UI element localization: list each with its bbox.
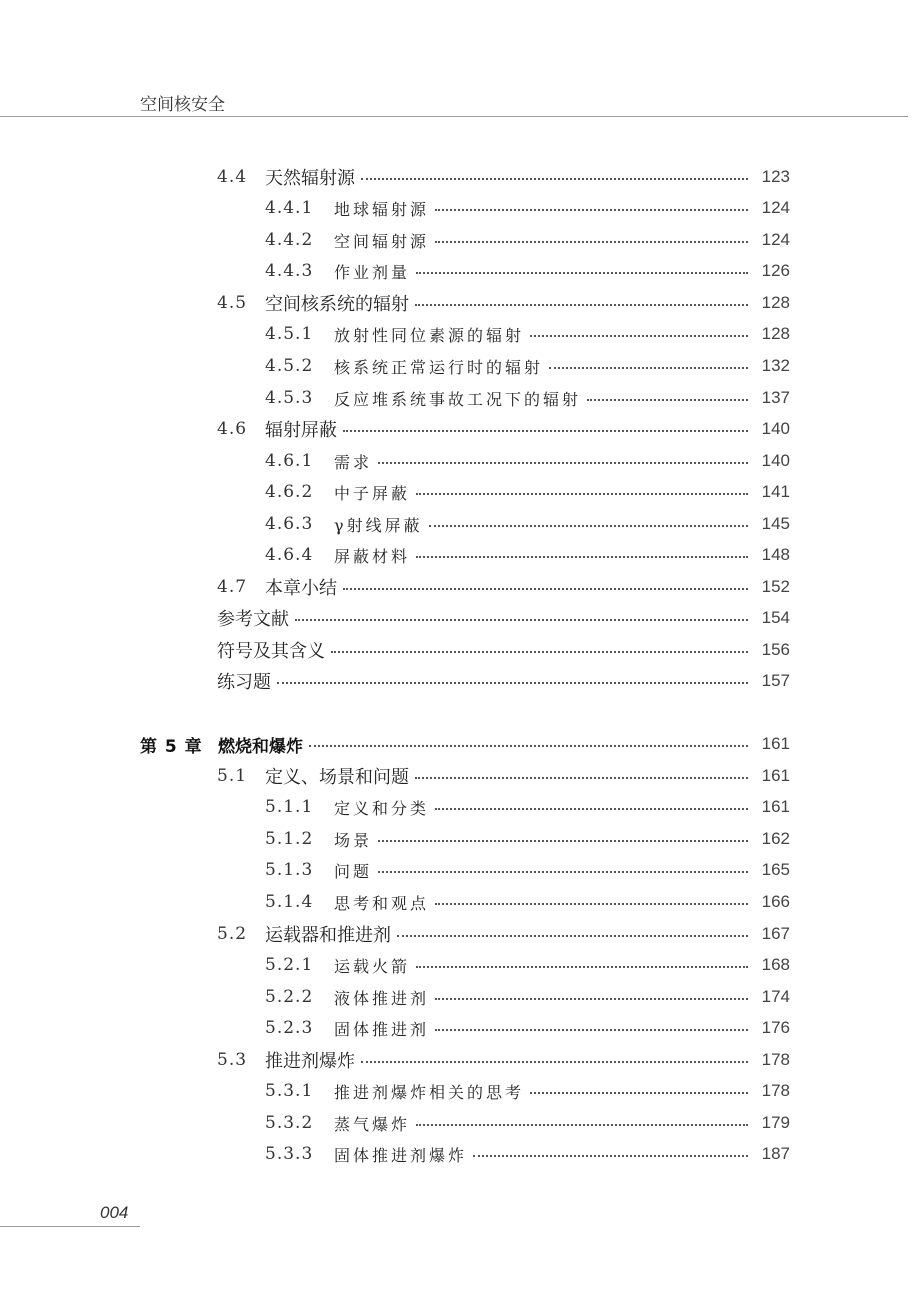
toc-entry-row[interactable] bbox=[0, 1075, 924, 1107]
toc-entry-number: 4.6 bbox=[217, 419, 248, 439]
toc-entry-page: 137 bbox=[761, 388, 790, 407]
toc-leader-dots bbox=[416, 272, 748, 274]
toc-entry-number: 4.6.1 bbox=[265, 451, 314, 471]
toc-entry-row[interactable] bbox=[0, 318, 924, 350]
toc-entry-row[interactable] bbox=[0, 571, 924, 603]
toc-entry-title: 思考和观点 bbox=[334, 891, 433, 914]
toc-entry-number: 第 5 章 bbox=[140, 736, 203, 757]
toc-entry-title: 核系统正常运行时的辐射 bbox=[334, 355, 547, 378]
toc-entry-number: 5.2.3 bbox=[265, 1018, 314, 1038]
toc-entry-title: 场景 bbox=[334, 828, 376, 851]
toc-entry-row[interactable] bbox=[0, 161, 924, 193]
toc-entry-title: 蒸气爆炸 bbox=[334, 1112, 414, 1135]
toc-entry-row[interactable] bbox=[0, 476, 924, 508]
toc-entry-number: 4.5.1 bbox=[265, 324, 314, 344]
toc-entry-row[interactable] bbox=[0, 634, 924, 666]
toc-entry-row[interactable] bbox=[0, 854, 924, 886]
toc-entry-title: 定义、场景和问题 bbox=[265, 763, 413, 789]
toc-entry-row[interactable] bbox=[0, 760, 924, 792]
toc-entry-title: 问题 bbox=[334, 859, 376, 882]
toc-entry-number: 4.5.2 bbox=[265, 356, 314, 376]
toc-entry-page: 168 bbox=[761, 955, 790, 974]
toc-entry-number: 5.1.4 bbox=[265, 892, 314, 912]
toc-entry-row[interactable] bbox=[0, 508, 924, 540]
toc-leader-dots bbox=[416, 493, 748, 495]
toc-entry-page: 140 bbox=[761, 419, 790, 438]
toc-entry-number: 5.1 bbox=[217, 766, 248, 786]
toc-entry-page: 161 bbox=[761, 766, 790, 785]
toc-entry-page: 157 bbox=[761, 671, 790, 690]
toc-entry-page: 162 bbox=[761, 829, 790, 848]
toc-entry-number: 4.4.3 bbox=[265, 261, 314, 281]
toc-entry-title: 固体推进剂爆炸 bbox=[334, 1143, 471, 1166]
toc-entry-page: 141 bbox=[761, 482, 790, 501]
toc-entry-number: 5.1.1 bbox=[265, 797, 314, 817]
toc-entry-number: 4.5.3 bbox=[265, 388, 314, 408]
toc-entry-title: 液体推进剂 bbox=[334, 986, 433, 1009]
toc-entry-title: 屏蔽材料 bbox=[334, 544, 414, 567]
toc-entry-page: 178 bbox=[761, 1050, 790, 1069]
toc-leader-dots bbox=[435, 998, 748, 1000]
toc-entry-number: 5.3 bbox=[217, 1050, 248, 1070]
toc-entry-title: 推进剂爆炸 bbox=[265, 1047, 359, 1073]
toc-entry-title: 作业剂量 bbox=[334, 260, 414, 283]
toc-entry-page: 126 bbox=[761, 261, 790, 280]
toc-entry-number: 5.1.2 bbox=[265, 829, 314, 849]
toc-entry-title: 运载器和推进剂 bbox=[265, 921, 395, 947]
toc-entry-page: 124 bbox=[761, 198, 790, 217]
toc-entry-page: 167 bbox=[761, 924, 790, 943]
toc-entry-page: 128 bbox=[761, 293, 790, 312]
toc-entry-title: 地球辐射源 bbox=[334, 197, 433, 220]
toc-entry-number: 4.4.1 bbox=[265, 198, 314, 218]
toc-entry-page: 179 bbox=[761, 1113, 790, 1132]
toc-entry-number: 4.5 bbox=[217, 293, 248, 313]
toc-leader-dots bbox=[416, 1124, 748, 1126]
toc-entry-page: 156 bbox=[761, 640, 790, 659]
toc-leader-dots bbox=[361, 1061, 748, 1063]
toc-entry-number: 4.4.2 bbox=[265, 230, 314, 250]
toc-entry-page: 165 bbox=[761, 860, 790, 879]
toc-entry-title: 中子屏蔽 bbox=[334, 481, 414, 504]
toc-entry-title: 空间辐射源 bbox=[334, 229, 433, 252]
toc-entry-row[interactable] bbox=[0, 1012, 924, 1044]
toc-entry-page: 166 bbox=[761, 892, 790, 911]
toc-entry-title: 固体推进剂 bbox=[334, 1017, 433, 1040]
toc-entry-number: 4.4 bbox=[217, 167, 248, 187]
toc-entry-page: 176 bbox=[761, 1018, 790, 1037]
toc-entry-title: γ射线屏蔽 bbox=[334, 513, 427, 536]
toc-entry-page: 148 bbox=[761, 545, 790, 564]
toc-leader-dots bbox=[435, 241, 748, 243]
toc-chapter-row[interactable] bbox=[0, 728, 924, 760]
toc-entry-number: 4.7 bbox=[217, 577, 248, 597]
toc-leader-dots bbox=[473, 1155, 748, 1157]
toc-leader-dots bbox=[435, 1029, 748, 1031]
toc-entry-page: 124 bbox=[761, 230, 790, 249]
toc-leader-dots bbox=[277, 682, 748, 684]
toc-entry-row[interactable] bbox=[0, 1138, 924, 1170]
toc-entry-number: 5.2.1 bbox=[265, 955, 314, 975]
toc-entry-page: 152 bbox=[761, 577, 790, 596]
toc-entry-number: 4.6.4 bbox=[265, 545, 314, 565]
toc-entry-number: 5.2.2 bbox=[265, 987, 314, 1007]
toc-entry-page: 140 bbox=[761, 451, 790, 470]
footer-rule bbox=[0, 1226, 140, 1227]
toc-leader-dots bbox=[343, 430, 748, 432]
toc-entry-row[interactable] bbox=[0, 791, 924, 823]
toc-entry-row[interactable] bbox=[0, 918, 924, 950]
toc-entry-row[interactable] bbox=[0, 823, 924, 855]
toc-entry-row[interactable] bbox=[0, 255, 924, 287]
toc-entry-title: 需求 bbox=[334, 450, 376, 473]
toc-entry-row[interactable] bbox=[0, 224, 924, 256]
toc-entry-title: 放射性同位素源的辐射 bbox=[334, 323, 528, 346]
toc-entry-row[interactable] bbox=[0, 192, 924, 224]
toc-entry-title: 运载火箭 bbox=[334, 954, 414, 977]
toc-leader-dots bbox=[361, 178, 748, 180]
toc-leader-dots bbox=[397, 935, 748, 937]
toc-entry-page: 154 bbox=[761, 608, 790, 627]
toc-leader-dots bbox=[331, 651, 748, 653]
toc-leader-dots bbox=[416, 556, 748, 558]
toc-entry-title: 本章小结 bbox=[265, 574, 341, 600]
toc-leader-dots bbox=[530, 1092, 748, 1094]
toc-entry-row[interactable] bbox=[0, 539, 924, 571]
toc-entry-title: 参考文献 bbox=[217, 605, 293, 631]
toc-entry-row[interactable] bbox=[0, 886, 924, 918]
toc-entry-page: 161 bbox=[761, 734, 790, 753]
toc-entry-row[interactable] bbox=[0, 665, 924, 697]
toc-entry-title: 推进剂爆炸相关的思考 bbox=[334, 1080, 528, 1103]
toc-entry-number: 5.3.2 bbox=[265, 1113, 314, 1133]
toc-entry-row[interactable] bbox=[0, 350, 924, 382]
toc-entry-title: 天然辐射源 bbox=[265, 164, 359, 190]
toc-entry-row[interactable] bbox=[0, 981, 924, 1013]
toc-entry-title: 定义和分类 bbox=[334, 796, 433, 819]
toc-entry-title: 燃烧和爆炸 bbox=[218, 732, 307, 757]
toc-entry-page: 128 bbox=[761, 324, 790, 343]
toc-leader-dots bbox=[435, 903, 748, 905]
toc-entry-title: 辐射屏蔽 bbox=[265, 416, 341, 442]
toc-entry-page: 174 bbox=[761, 987, 790, 1006]
header-rule bbox=[0, 116, 908, 117]
toc-entry-title: 练习题 bbox=[217, 668, 275, 694]
toc-entry-number: 4.6.2 bbox=[265, 482, 314, 502]
toc-leader-dots bbox=[378, 840, 748, 842]
running-header-title: 空间核安全 bbox=[140, 95, 225, 115]
toc-leader-dots bbox=[343, 588, 748, 590]
toc-entry-number: 5.3.3 bbox=[265, 1144, 314, 1164]
toc-entry-page: 178 bbox=[761, 1081, 790, 1100]
toc-entry-title: 空间核系统的辐射 bbox=[265, 290, 413, 316]
toc-leader-dots bbox=[378, 871, 748, 873]
toc-entry-row[interactable] bbox=[0, 1107, 924, 1139]
toc-entry-row[interactable] bbox=[0, 949, 924, 981]
toc-leader-dots bbox=[435, 808, 748, 810]
toc-entry-page: 145 bbox=[761, 514, 790, 533]
toc-entry-number: 4.6.3 bbox=[265, 514, 314, 534]
toc-entry-number: 5.1.3 bbox=[265, 860, 314, 880]
toc-leader-dots bbox=[295, 619, 748, 621]
toc-entry-row[interactable] bbox=[0, 413, 924, 445]
toc-leader-dots bbox=[378, 462, 748, 464]
toc-entry-number: 5.2 bbox=[217, 924, 248, 944]
toc-entry-row[interactable] bbox=[0, 445, 924, 477]
toc-leader-dots bbox=[416, 966, 748, 968]
toc-leader-dots bbox=[587, 399, 748, 401]
toc-leader-dots bbox=[415, 777, 748, 779]
toc-entry-title: 反应堆系统事故工况下的辐射 bbox=[334, 387, 585, 410]
page-number: 004 bbox=[100, 1203, 129, 1222]
toc-entry-title: 符号及其含义 bbox=[217, 637, 329, 663]
toc-entry-row[interactable] bbox=[0, 287, 924, 319]
toc-entry-row[interactable] bbox=[0, 1044, 924, 1076]
toc-entry-row[interactable] bbox=[0, 602, 924, 634]
toc-leader-dots bbox=[415, 304, 748, 306]
toc-entry-number: 5.3.1 bbox=[265, 1081, 314, 1101]
toc-leader-dots bbox=[309, 745, 748, 747]
toc-entry-page: 123 bbox=[761, 167, 790, 186]
toc-entry-page: 161 bbox=[761, 797, 790, 816]
toc-leader-dots bbox=[549, 367, 748, 369]
toc-entry-page: 187 bbox=[761, 1144, 790, 1163]
toc-leader-dots bbox=[429, 525, 748, 527]
toc-leader-dots bbox=[530, 335, 748, 337]
toc-entry-row[interactable] bbox=[0, 382, 924, 414]
toc-leader-dots bbox=[435, 209, 748, 211]
toc-entry-page: 132 bbox=[761, 356, 790, 375]
